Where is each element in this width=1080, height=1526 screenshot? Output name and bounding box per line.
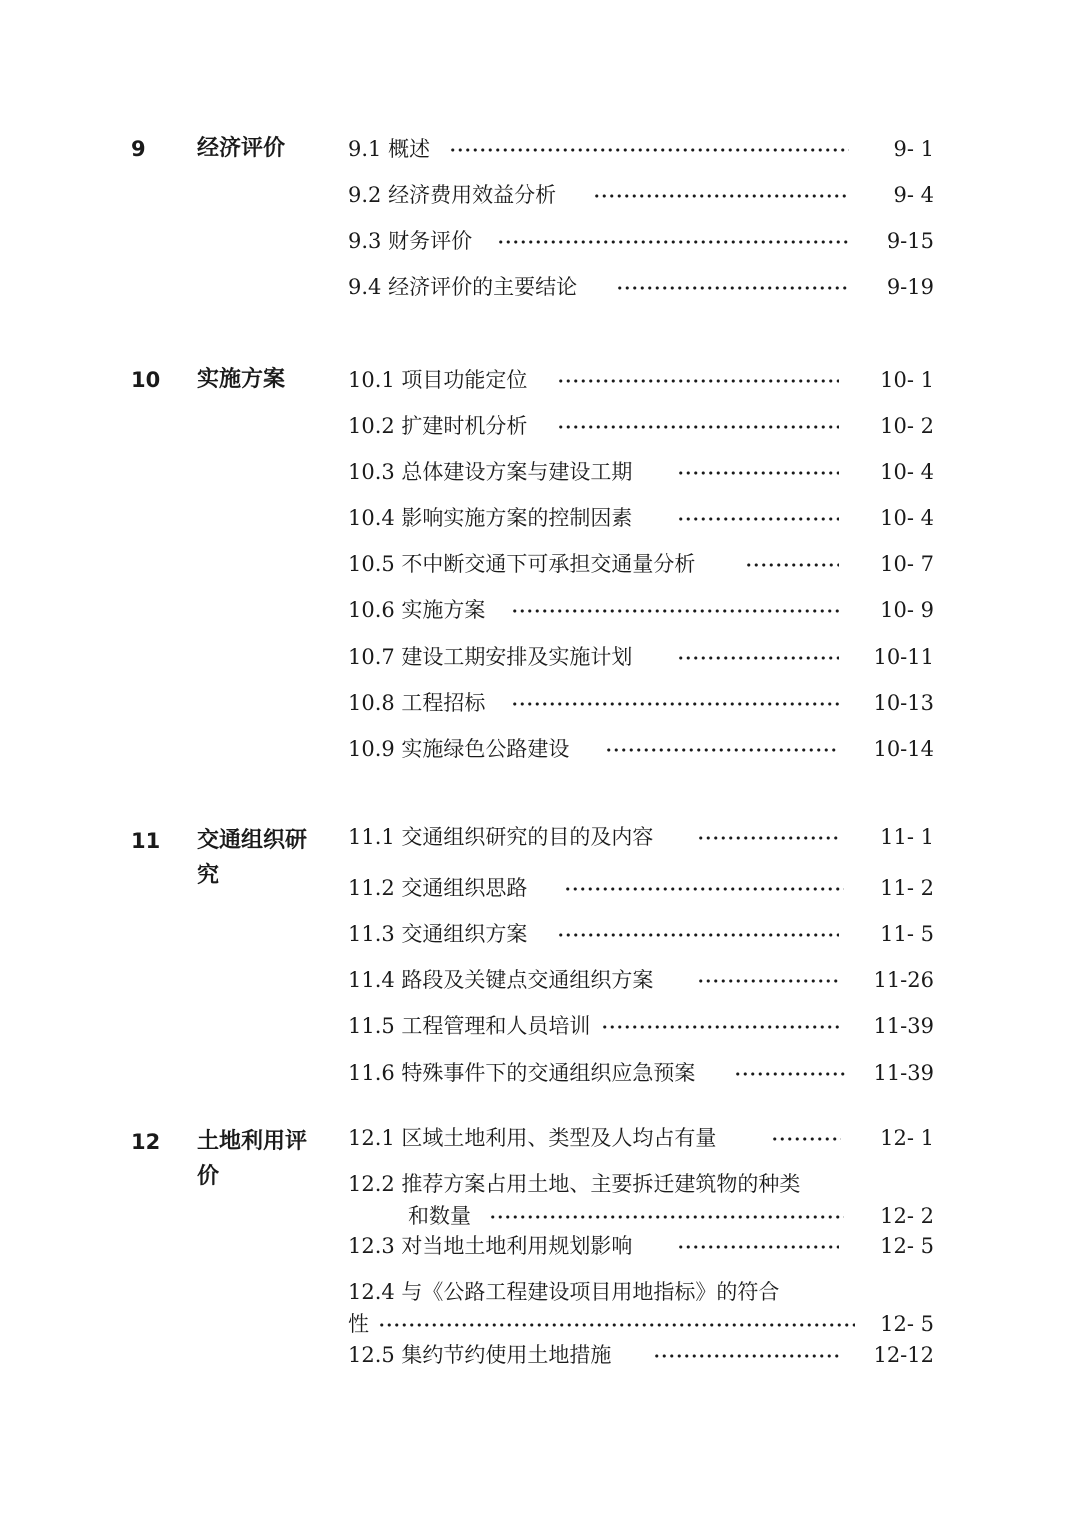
toc-entry-label: 10.3 总体建设方案与建设工期 [348,460,633,484]
toc-entry-label: 11.1 交通组织研究的目的及内容 [348,825,654,849]
toc-entry[interactable] [348,1230,938,1262]
toc-entry-label: 10.6 实施方案 [348,598,486,622]
dot-leader [378,1308,855,1340]
toc-entry-page: 10-11 [873,645,934,669]
toc-entry-label: 10.5 不中断交通下可承担交通量分析 [348,552,696,576]
toc-entry[interactable] [348,918,938,950]
toc-entry[interactable] [348,964,938,996]
toc-entry-page: 10-14 [873,737,934,761]
toc-entry[interactable] [348,1276,938,1340]
toc-entry[interactable] [348,1168,938,1232]
dot-leader [677,1230,839,1262]
toc-entry[interactable] [348,733,938,765]
toc-entry-label: 10.2 扩建时机分析 [348,414,528,438]
toc-entry-page: 12- 5 [880,1312,934,1336]
toc-entry[interactable] [348,502,938,534]
toc-entry-continuation: 性 [348,1312,369,1336]
toc-entry-label: 11.6 特殊事件下的交通组织应急预案 [348,1061,696,1085]
chapter-title: 土地利用评价 [197,1129,308,1189]
toc-entry[interactable] [348,872,938,904]
toc-entry-page: 11- 2 [880,876,934,900]
chapter-number: 12 [131,1130,161,1154]
dot-leader [677,502,839,534]
toc-entry[interactable] [348,133,938,165]
toc-entry[interactable] [348,687,938,719]
toc-entry-page: 9- 4 [893,183,934,207]
dot-leader [449,133,849,165]
toc-entry-page: 10- 4 [880,460,934,484]
toc-entry[interactable] [348,225,938,257]
toc-entry[interactable] [348,821,938,853]
toc-entry-label: 9.2 经济费用效益分析 [348,183,557,207]
toc-entry-label: 10.9 实施绿色公路建设 [348,737,570,761]
dot-leader [593,179,849,211]
dot-leader [489,1200,844,1232]
toc-entry[interactable] [348,1339,938,1371]
toc-entry[interactable] [348,548,938,580]
dot-leader [697,821,839,853]
toc-entry-page: 10-13 [873,691,934,715]
dot-leader [511,594,839,626]
toc-entry-continuation: 和数量 [408,1204,471,1228]
dot-leader [497,225,849,257]
toc-entry-page: 11-39 [873,1014,934,1038]
toc-entry-page: 10- 7 [880,552,934,576]
dot-leader [734,1057,846,1089]
dot-leader [511,687,839,719]
dot-leader [677,641,839,673]
toc-entry-label: 12.3 对当地土地利用规划影响 [348,1234,633,1258]
toc-entry-label: 12.2 推荐方案占用土地、主要拆迁建筑物的种类 [348,1172,801,1196]
toc-entry-label: 9.1 概述 [348,137,431,161]
toc-entry-page: 11- 1 [880,825,934,849]
dot-leader [677,456,839,488]
toc-entry-page: 11-39 [873,1061,934,1085]
dot-leader [605,733,839,765]
dot-leader [771,1122,841,1154]
toc-entry-page: 12- 2 [880,1204,934,1228]
toc-entry-label: 11.5 工程管理和人员培训 [348,1014,591,1038]
toc-entry-label: 11.3 交通组织方案 [348,922,528,946]
toc-entry-label: 11.4 路段及关键点交通组织方案 [348,968,654,992]
toc-entry-page: 12- 5 [880,1234,934,1258]
dot-leader [557,410,839,442]
chapter-number: 10 [131,368,161,392]
toc-entry-page: 9-19 [886,275,934,299]
toc-entry-page: 11- 5 [880,922,934,946]
toc-entry-page: 10- 1 [880,368,934,392]
toc-entry-page: 12- 1 [880,1126,934,1150]
toc-entry[interactable] [348,594,938,626]
dot-leader [557,918,839,950]
dot-leader [697,964,839,996]
toc-entry[interactable] [348,1122,938,1154]
dot-leader [564,872,844,904]
toc-entry-label: 10.7 建设工期安排及实施计划 [348,645,633,669]
toc-entry[interactable] [348,179,938,211]
toc-entry-label: 12.1 区域土地利用、类型及人均占有量 [348,1126,717,1150]
toc-entry-page: 10- 4 [880,506,934,530]
chapter-number: 11 [131,829,161,853]
dot-leader [745,548,839,580]
toc-entry[interactable] [348,1057,938,1089]
toc-entry[interactable] [348,641,938,673]
toc-entry-label: 10.1 项目功能定位 [348,368,528,392]
toc-entry-label: 12.4 与《公路工程建设项目用地指标》的符合 [348,1280,780,1304]
toc-entry-page: 9- 1 [893,137,934,161]
toc-entry[interactable] [348,1010,938,1042]
toc-entry-page: 9-15 [886,229,934,253]
toc-entry[interactable] [348,410,938,442]
toc-entry-page: 11-26 [873,968,934,992]
toc-entry-page: 10- 9 [880,598,934,622]
toc-entry-label: 11.2 交通组织思路 [348,876,528,900]
chapter-title: 经济评价 [197,136,286,161]
toc-entry-label: 9.4 经济评价的主要结论 [348,275,578,299]
toc-entry[interactable] [348,456,938,488]
dot-leader [616,271,849,303]
toc-entry-label: 12.5 集约节约使用土地措施 [348,1343,612,1367]
dot-leader [653,1339,839,1371]
toc-entry-label: 9.3 财务评价 [348,229,473,253]
dot-leader [557,364,839,396]
toc-entry[interactable] [348,364,938,396]
toc-entry-page: 12-12 [873,1343,934,1367]
toc-entry-label: 10.8 工程招标 [348,691,486,715]
toc-entry[interactable] [348,271,938,303]
chapter-title: 交通组织研究 [197,828,308,888]
chapter-number: 9 [131,137,146,161]
toc-entry-label: 10.4 影响实施方案的控制因素 [348,506,633,530]
dot-leader [601,1010,839,1042]
toc-entry-page: 10- 2 [880,414,934,438]
chapter-title: 实施方案 [197,367,286,392]
